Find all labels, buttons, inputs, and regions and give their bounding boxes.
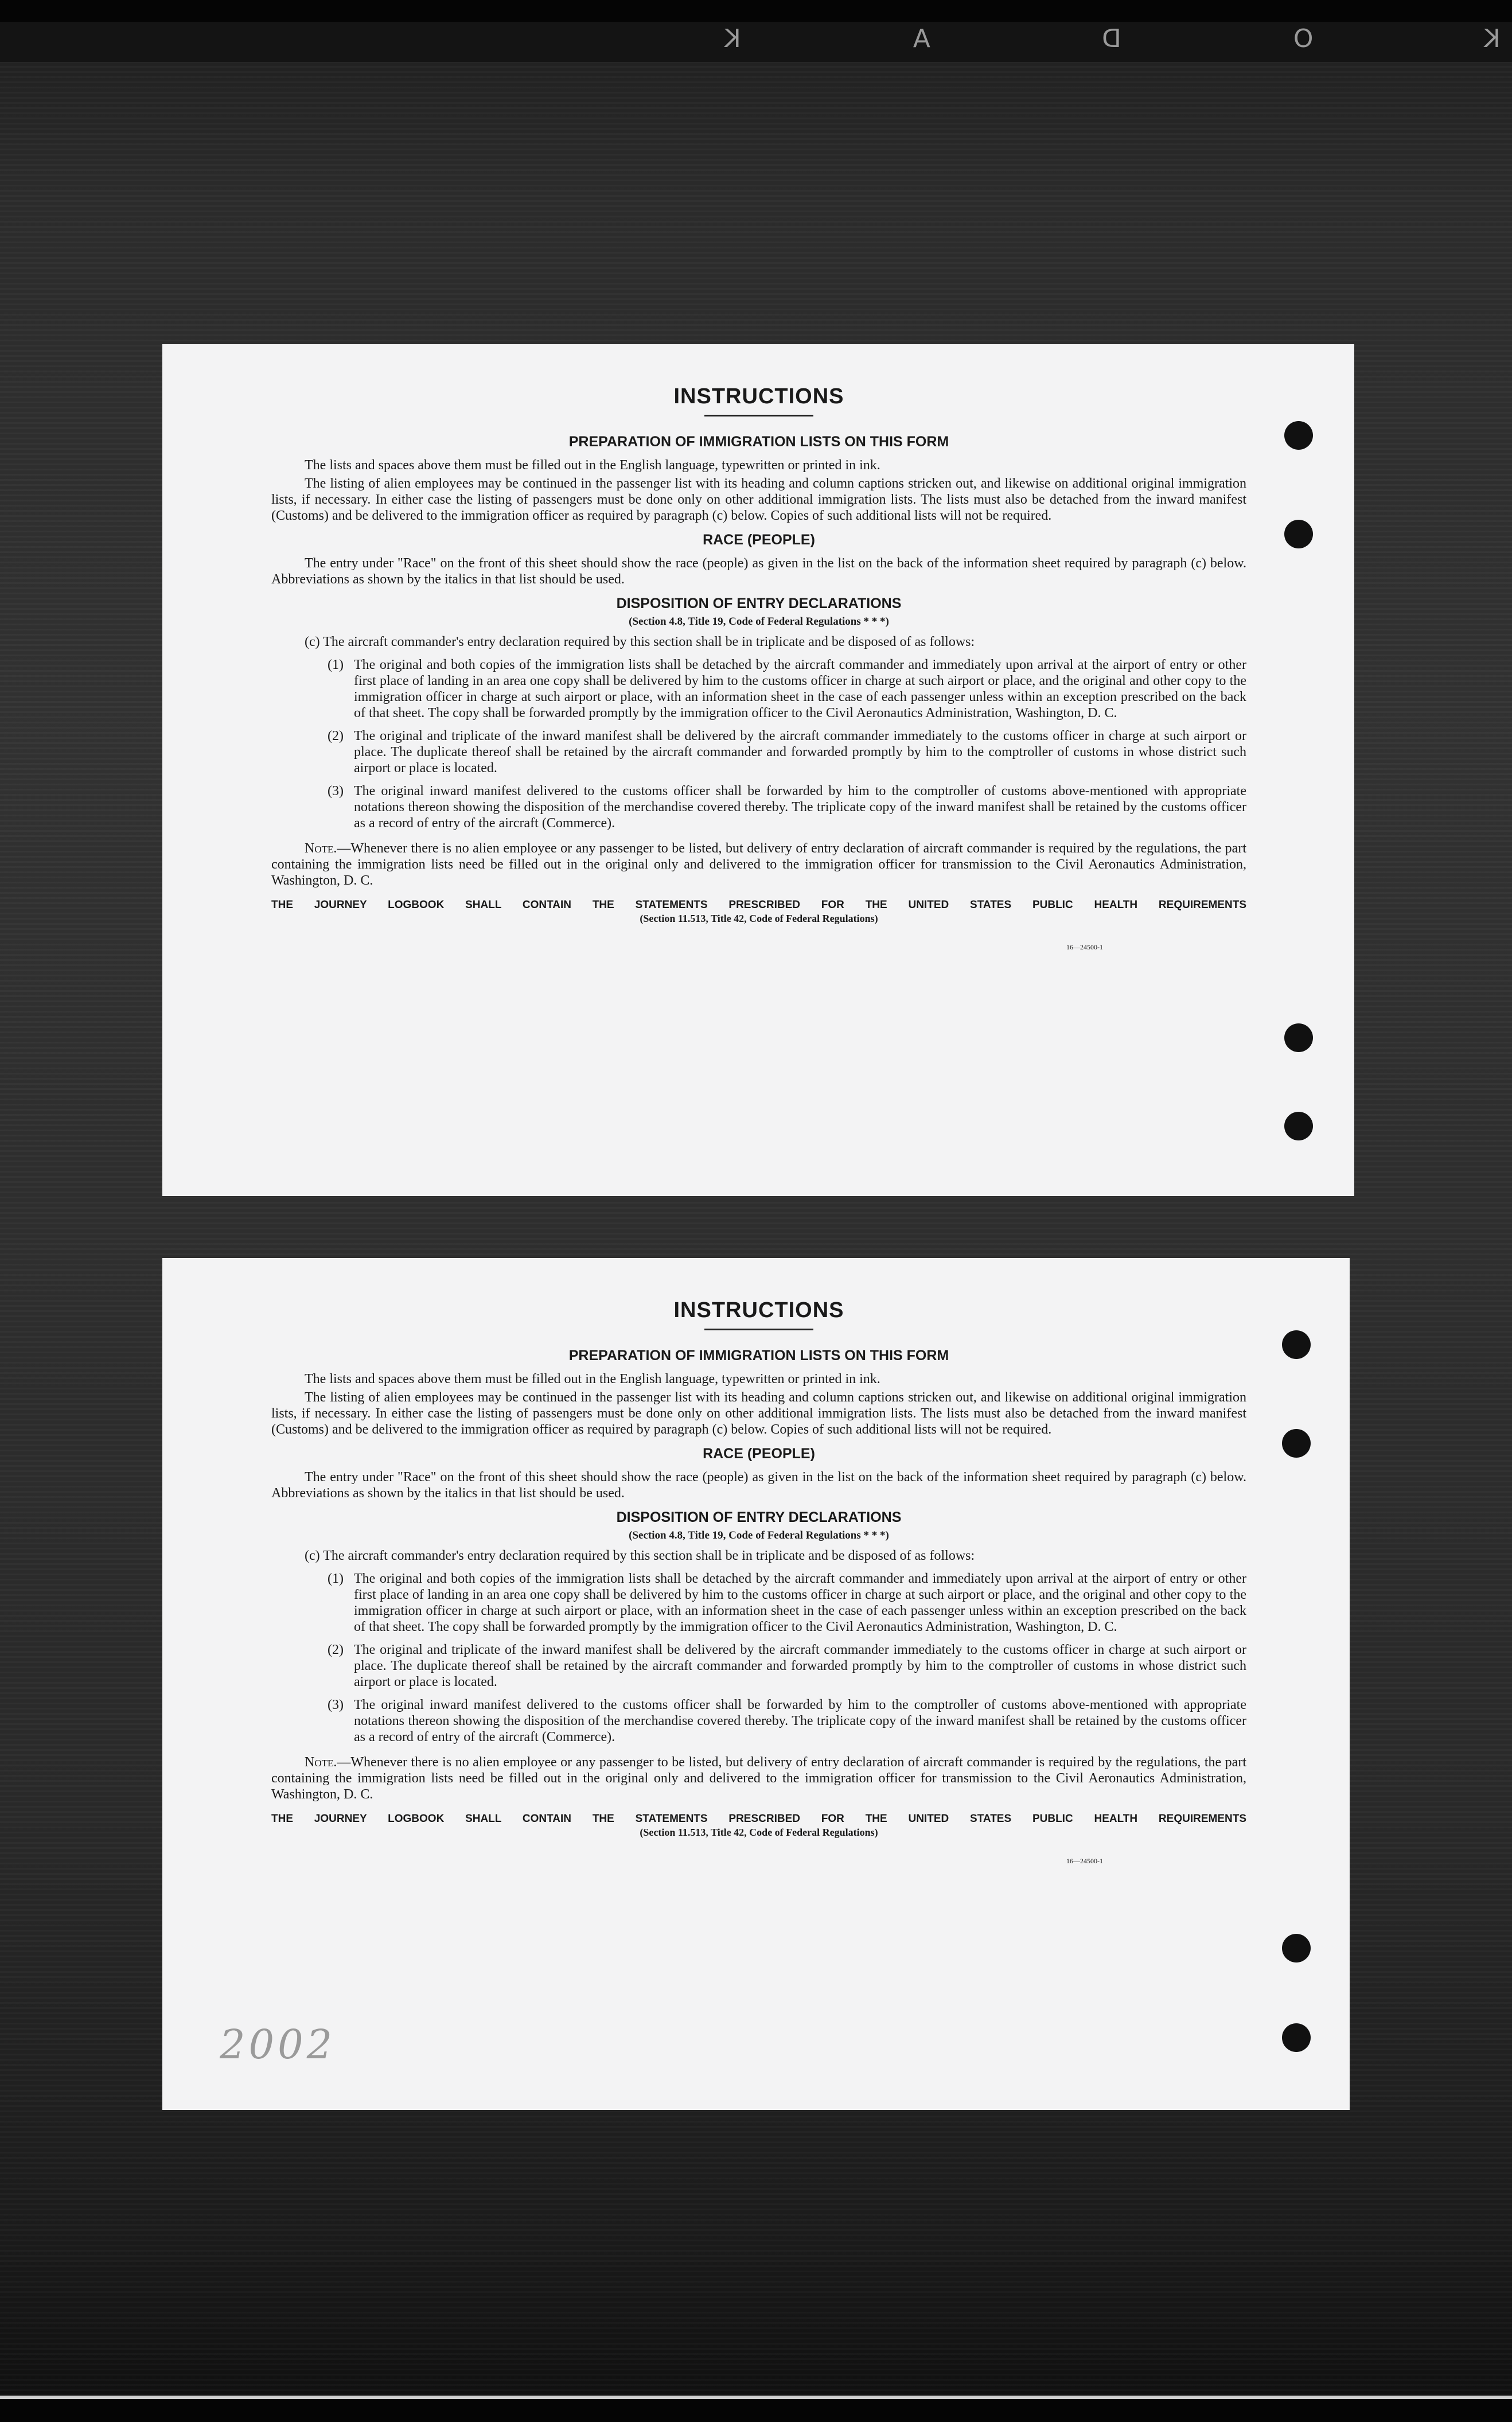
punch-hole xyxy=(1284,1023,1313,1052)
list-item xyxy=(328,1697,1246,1745)
punch-hole xyxy=(1282,1330,1311,1359)
paragraph-alien-employees: The listing of alien employees may be continued in the passenger list with its heading and column captions stricken out, and likewise on additional original immigration lists, if necessary. In either case the listing of passengers must be done only on other additional immigration lists. The lists must also be detached from the inward manifest (Customs) and be delivered to the immigration officer as required by paragraph (c) below. Copies of such additional lists will not be required. xyxy=(271,476,1246,523)
list-item xyxy=(328,728,1246,776)
film-edge-top xyxy=(0,0,1512,22)
list-item-number: (1) xyxy=(328,657,344,672)
list-item-number: (1) xyxy=(328,1571,344,1586)
list-item-number: (2) xyxy=(328,1642,344,1657)
note-text: —Whenever there is no alien employee or any passenger to be listed, but delivery of entry declaration of aircraft commander is required by the regulations, the part containing the immigration lists need be filled out in the original only and delivered to the immigration officer for transmission to the Civil Aeronautics Administration, Washington, D. C. xyxy=(271,841,1246,888)
section-heading-race: RACE (PEOPLE) xyxy=(703,532,815,548)
note-label: Note. xyxy=(305,1755,337,1770)
note-paragraph xyxy=(271,1754,1246,1802)
title-underline xyxy=(704,1329,813,1330)
section-citation: (Section 4.8, Title 19, Code of Federal Regulations * * *) xyxy=(629,1529,889,1541)
punch-hole xyxy=(1284,421,1313,450)
logbook-citation: (Section 11.513, Title 42, Code of Federal Regulations) xyxy=(640,913,878,924)
title-underline xyxy=(704,415,813,416)
paragraph-alien-employees: The listing of alien employees may be continued in the passenger list with its heading and column captions stricken out, and likewise on additional original immigration lists, if necessary. In either case the listing of passengers must be done only on other additional immigration lists. The lists must also be detached from the inward manifest (Customs) and be delivered to the immigration officer as required by paragraph (c) below. Copies of such additional lists will not be required. xyxy=(271,1390,1246,1437)
film-edge-bottom xyxy=(0,2399,1512,2422)
list-item-number: (3) xyxy=(328,784,344,799)
list-item-number: (3) xyxy=(328,1697,344,1712)
sheet-title: INSTRUCTIONS xyxy=(673,1298,844,1322)
section-heading-disposition: DISPOSITION OF ENTRY DECLARATIONS xyxy=(616,1509,902,1525)
section-citation: (Section 4.8, Title 19, Code of Federal Regulations * * *) xyxy=(629,616,889,628)
list-item-text: The original and both copies of the immigration lists shall be detached by the aircraft commander and immediately upon arrival at the airport of entry or other first place of landing in an area one copy shall be delivered by him to the customs officer in charge at such airport or place, and the original and other copy to the immigration officer in charge at such airport or place, with an information sheet in the case of each passenger unless within an exception prescribed on the back of that sheet. The copy shall be forwarded promptly by the immigration officer to the Civil Aeronautics Administration, Washington, D. C. xyxy=(354,1571,1246,1634)
paragraph-lists: The lists and spaces above them must be filled out in the English language, typewritten or printed in ink. xyxy=(305,458,880,473)
list-item-text: The original and both copies of the immigration lists shall be detached by the aircraft commander and immediately upon arrival at the airport of entry or other first place of landing in an area one copy shall be delivered by him to the customs officer in charge at such airport or place, and the original and other copy to the immigration officer in charge at such airport or place, with an information sheet in the case of each passenger unless within an exception prescribed on the back of that sheet. The copy shall be forwarded promptly by the immigration officer to the Civil Aeronautics Administration, Washington, D. C. xyxy=(354,657,1246,721)
list-item xyxy=(328,783,1246,831)
note-text: —Whenever there is no alien employee or any passenger to be listed, but delivery of entry declaration of aircraft commander is required by the regulations, the part containing the immigration lists need be filled out in the original only and delivered to the immigration officer for transmission to the Civil Aeronautics Administration, Washington, D. C. xyxy=(271,1755,1246,1802)
handwritten-mark: 2002 xyxy=(220,2021,336,2068)
sheet-title: INSTRUCTIONS xyxy=(673,384,844,408)
instruction-sheet-2 xyxy=(162,1258,1350,2110)
list-item-text: The original inward manifest delivered to the customs officer shall be forwarded by him to the comptroller of customs above-mentioned with appropriate notations thereon showing the disposition of the merchandise covered thereby. The triplicate copy of the inward manifest shall be retained by the customs officer as a record of entry of the aircraft (Commerce). xyxy=(354,1697,1246,1745)
list-item-number: (2) xyxy=(328,729,344,743)
section-heading-preparation: PREPARATION OF IMMIGRATION LISTS ON THIS FORM xyxy=(568,434,949,450)
list-item xyxy=(328,1571,1246,1635)
list-item-text: The original and triplicate of the inward manifest shall be delivered by the aircraft commander immediately to the customs officer in charge at such airport or place. The duplicate thereof shall be retained by the aircraft commander and forwarded promptly by him to the comptroller of customs in whose district such airport or place is located. xyxy=(354,1642,1246,1689)
sheet-content xyxy=(271,384,1246,952)
punch-hole xyxy=(1282,2023,1311,2052)
logbook-citation: (Section 11.513, Title 42, Code of Federal Regulations) xyxy=(640,1827,878,1838)
punch-hole xyxy=(1282,1429,1311,1458)
paragraph-entry-declaration: (c) The aircraft commander's entry declaration required by this section shall be in triplicate and be disposed of as follows: xyxy=(305,1548,975,1563)
paragraph-entry-declaration: (c) The aircraft commander's entry declaration required by this section shall be in triplicate and be disposed of as follows: xyxy=(305,634,975,649)
paragraph-race: The entry under "Race" on the front of this sheet should show the race (people) as given in the list on the back of the information sheet required by paragraph (c) below. Abbreviations as shown by the italics in that list should be used. xyxy=(271,1470,1246,1501)
note-label: Note. xyxy=(305,841,337,856)
section-heading-disposition: DISPOSITION OF ENTRY DECLARATIONS xyxy=(616,595,902,612)
punch-hole xyxy=(1282,1934,1311,1962)
logbook-statement: THE JOURNEY LOGBOOK SHALL CONTAIN THE STATEMENTS PRESCRIBED FOR THE UNITED STATES PUBLIC HEALTH REQUIREMENTS xyxy=(271,1813,1246,1825)
list-item xyxy=(328,657,1246,721)
form-number: 16—24500-1 xyxy=(1066,1857,1103,1865)
list-item xyxy=(328,1642,1246,1690)
section-heading-race: RACE (PEOPLE) xyxy=(703,1446,815,1462)
instruction-sheet-1 xyxy=(162,344,1354,1196)
list-item-text: The original and triplicate of the inward manifest shall be delivered by the aircraft commander immediately to the customs officer in charge at such airport or place. The duplicate thereof shall be retained by the aircraft commander and forwarded promptly by him to the comptroller of customs in whose district such airport or place is located. xyxy=(354,729,1246,776)
paragraph-race: The entry under "Race" on the front of this sheet should show the race (people) as given in the list on the back of the information sheet required by paragraph (c) below. Abbreviations as shown by the italics in that list should be used. xyxy=(271,556,1246,587)
film-edge-text: KODAK xyxy=(552,24,1501,53)
paragraph-lists: The lists and spaces above them must be filled out in the English language, typewritten or printed in ink. xyxy=(305,1372,880,1387)
section-heading-preparation: PREPARATION OF IMMIGRATION LISTS ON THIS FORM xyxy=(568,1348,949,1364)
punch-hole xyxy=(1284,1112,1313,1140)
sheet-content xyxy=(271,1298,1246,1866)
logbook-statement: THE JOURNEY LOGBOOK SHALL CONTAIN THE STATEMENTS PRESCRIBED FOR THE UNITED STATES PUBLIC HEALTH REQUIREMENTS xyxy=(271,899,1246,911)
punch-hole xyxy=(1284,520,1313,548)
form-number: 16—24500-1 xyxy=(1066,943,1103,951)
list-item-text: The original inward manifest delivered to the customs officer shall be forwarded by him to the comptroller of customs above-mentioned with appropriate notations thereon showing the disposition of the merchandise covered thereby. The triplicate copy of the inward manifest shall be retained by the customs officer as a record of entry of the aircraft (Commerce). xyxy=(354,784,1246,831)
note-paragraph xyxy=(271,840,1246,889)
